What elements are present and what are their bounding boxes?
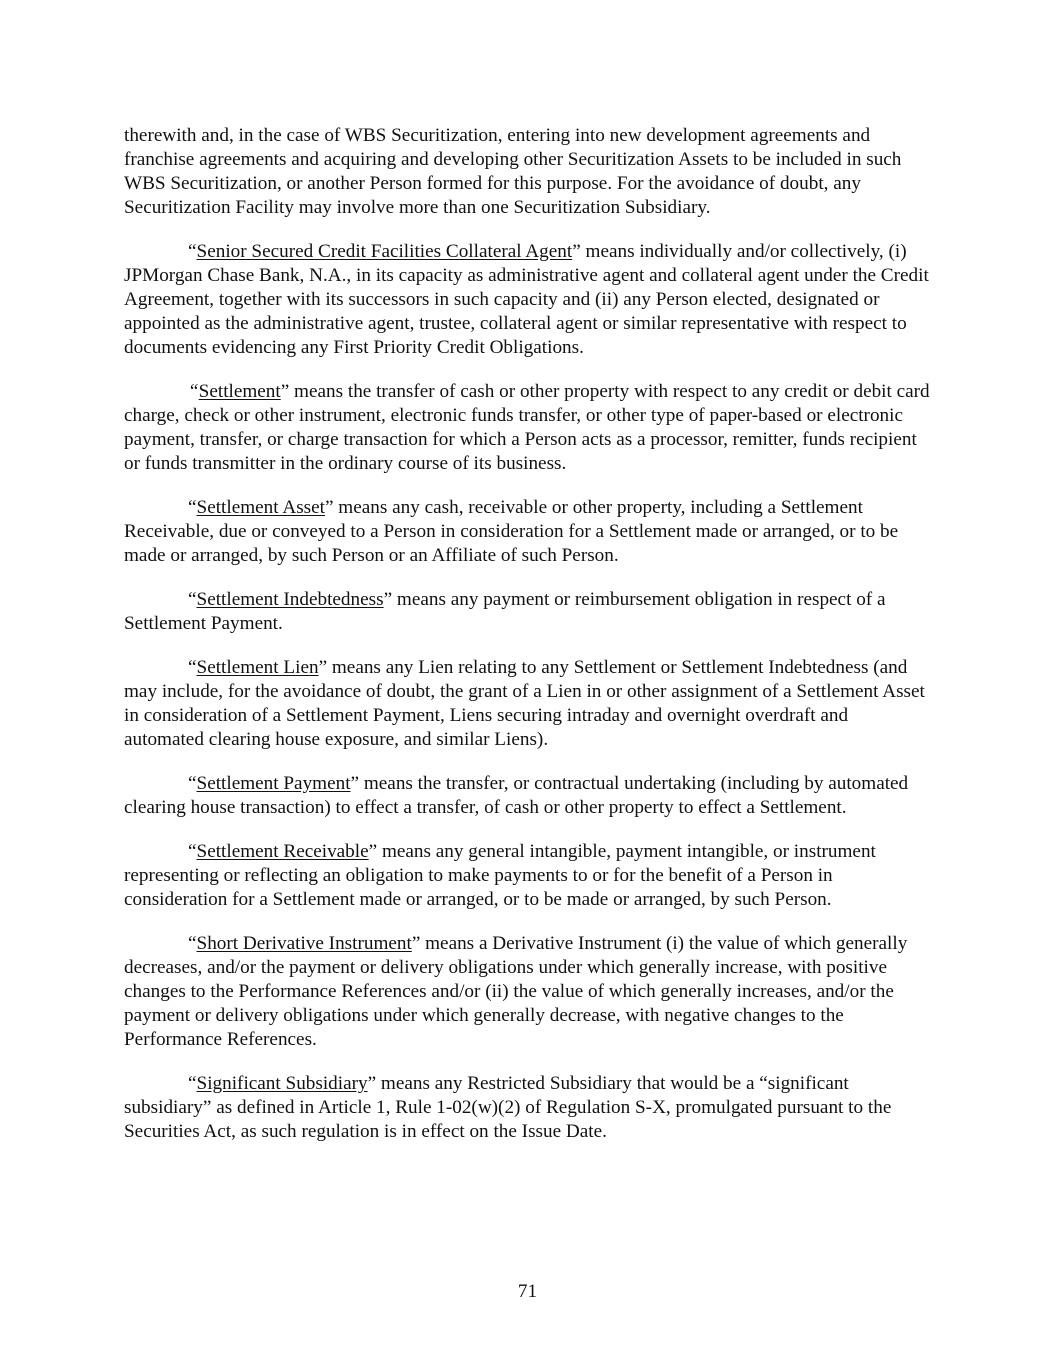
- definition-settlement-payment: [124, 772, 932, 820]
- definition-text: ” means any Lien relating to any Settlement or Settlement Indebtedness (and may include, for the avoidance of doubt, the grant of a Lien in or other assignment of a Settlement Asset in consideration of a Settlement Payment, Liens securing intraday and overnight overdraft and automated clearing house exposure, and similar Liens).: [124, 657, 925, 750]
- open-quote: “: [188, 773, 197, 794]
- definition-text: ” means individually and/or collectively, (i) JPMorgan Chase Bank, N.A., in its capacity as administrative agent and collateral agent under the Credit Agreement, together with its successors in such capacity and (ii) any Person elected, designated or appointed as the administrative agent, trustee, collateral agent or similar representative with respect to documents evidencing any First Priority Credit Obligations.: [124, 241, 929, 358]
- definition-settlement-asset: [124, 496, 932, 568]
- open-quote: “: [188, 241, 197, 262]
- defined-term: Settlement Payment: [196, 773, 351, 794]
- definition-text: ” means the transfer, or contractual undertaking (including by automated clearing house transaction) to effect a transfer, of cash or other property to effect a Settlement.: [124, 773, 909, 818]
- definition-text: ” means a Derivative Instrument (i) the value of which generally decreases, and/or the payment or delivery obligations under which generally increase, with positive changes to the Performance References and/or (ii) the value of which generally increases, and/or the payment or delivery obligations under which generally decrease, with negative changes to the Performance References.: [124, 933, 908, 1050]
- open-quote: “: [188, 589, 197, 610]
- definition-settlement-receivable: [124, 840, 932, 912]
- defined-term: Settlement Lien: [196, 657, 319, 678]
- page-number: 71: [517, 1281, 538, 1302]
- defined-term: Settlement Asset: [196, 497, 325, 518]
- definition-text: ” means any Restricted Subsidiary that would be a “significant subsidiary” as defined in Article 1, Rule 1-02(w)(2) of Regulation S-X, promulgated pursuant to the Securities Act, as such regulation is in effect on the Issue Date.: [124, 1073, 892, 1142]
- definition-settlement-indebtedness: [124, 588, 932, 636]
- definition-text: ” means any cash, receivable or other property, including a Settlement Receivable, due or conveyed to a Person in consideration for a Settlement made or arranged, or to be made or arranged, by such Person or an Affiliate of such Person.: [124, 497, 899, 566]
- open-quote: “: [188, 1073, 197, 1094]
- open-quote: “: [188, 841, 197, 862]
- definition-text: ” means any general intangible, payment intangible, or instrument representing or reflecting an obligation to make payments to or for the benefit of a Person in consideration for a Settlement made or arranged, or to be made or arranged, by such Person.: [124, 841, 876, 910]
- definition-senior-secured-credit-facilities-collateral-agent: [124, 240, 932, 360]
- definition-significant-subsidiary: [124, 1072, 932, 1144]
- definition-short-derivative-instrument: [124, 932, 932, 1052]
- open-quote: “: [188, 381, 199, 402]
- definition-settlement-lien: [124, 656, 932, 752]
- open-quote: “: [188, 933, 197, 954]
- defined-term: Short Derivative Instrument: [196, 933, 412, 954]
- open-quote: “: [188, 657, 197, 678]
- defined-term: Senior Secured Credit Facilities Collateral Agent: [196, 241, 573, 262]
- defined-term: Settlement Indebtedness: [196, 589, 384, 610]
- definition-text: ” means the transfer of cash or other property with respect to any credit or debit card charge, check or other instrument, electronic funds transfer, or other type of paper-based or electronic payment, transfer, or charge transaction for which a Person acts as a processor, remitter, funds recipient or funds transmitter in the ordinary course of its business.: [124, 381, 930, 474]
- defined-term: Settlement Receivable: [196, 841, 369, 862]
- definition-text: ” means any payment or reimbursement obligation in respect of a Settlement Payment.: [124, 589, 886, 634]
- open-quote: “: [188, 497, 197, 518]
- defined-term: Settlement: [198, 381, 281, 402]
- definition-settlement: [124, 380, 932, 476]
- document-page: [124, 124, 932, 1164]
- continued-paragraph: therewith and, in the case of WBS Securitization, entering into new development agreements and franchise agreements and acquiring and developing other Securitization Assets to be included in such WBS Securitization, or another Person formed for this purpose. For the avoidance of doubt, any Securitization Facility may involve more than one Securitization Subsidiary.: [124, 125, 902, 218]
- defined-term: Significant Subsidiary: [196, 1073, 368, 1094]
